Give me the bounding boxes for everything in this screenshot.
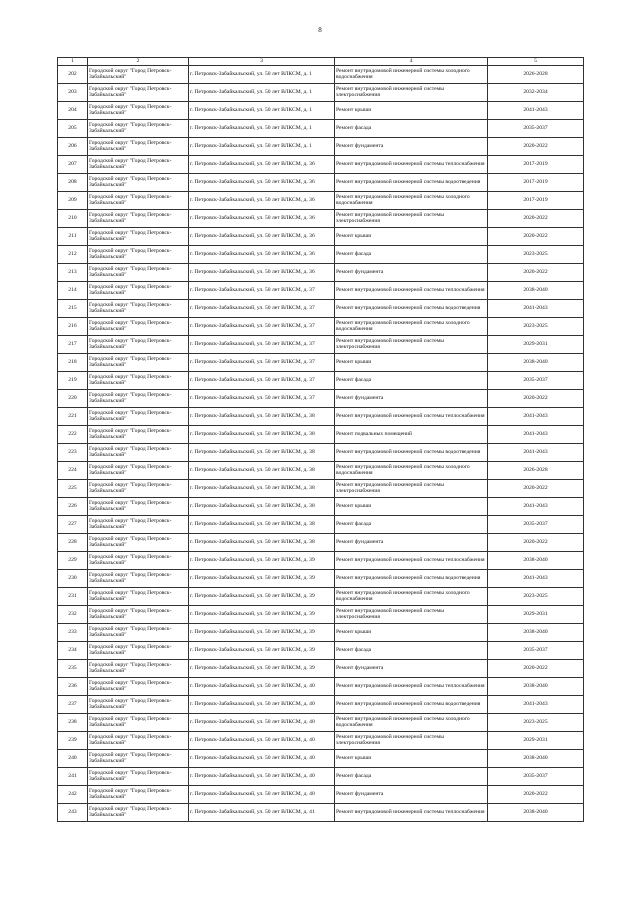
- row-number-cell: 234: [58, 641, 88, 659]
- work-type-cell: Ремонт внутридомовой инженерной системы электроснабжения: [335, 479, 488, 497]
- table-row: [58, 641, 584, 659]
- row-number-cell: 214: [58, 281, 88, 299]
- work-type-cell: Ремонт фундамента: [335, 137, 488, 155]
- work-type-cell: Ремонт внутридомовой инженерной системы водоотведения: [335, 299, 488, 317]
- row-number-cell: 205: [58, 119, 88, 137]
- address-cell: г. Петровск-Забайкальский, ул. 50 лет ВЛКСМ, д. 36: [189, 209, 335, 227]
- column-header-1: 1: [58, 58, 88, 66]
- row-number-cell: 242: [58, 785, 88, 803]
- address-cell: г. Петровск-Забайкальский, ул. 50 лет ВЛКСМ, д. 1: [189, 137, 335, 155]
- period-cell: 2023-2025: [488, 245, 584, 263]
- municipality-cell: Городской округ "Город Петровск-Забайкальский": [88, 695, 189, 713]
- row-number-cell: 228: [58, 533, 88, 551]
- table-row: [58, 677, 584, 695]
- row-number-cell: 231: [58, 587, 88, 605]
- address-cell: г. Петровск-Забайкальский, ул. 50 лет ВЛКСМ, д. 39: [189, 569, 335, 587]
- municipality-cell: Городской округ "Город Петровск-Забайкальский": [88, 335, 189, 353]
- municipality-cell: Городской округ "Город Петровск-Забайкальский": [88, 119, 189, 137]
- table-row: [58, 173, 584, 191]
- table-row: [58, 749, 584, 767]
- municipality-cell: Городской округ "Город Петровск-Забайкальский": [88, 803, 189, 821]
- table-row: [58, 101, 584, 119]
- table-row: [58, 263, 584, 281]
- row-number-cell: 216: [58, 317, 88, 335]
- municipality-cell: Городской округ "Город Петровск-Забайкальский": [88, 65, 189, 83]
- municipality-cell: Городской округ "Город Петровск-Забайкальский": [88, 533, 189, 551]
- work-type-cell: Ремонт фасада: [335, 515, 488, 533]
- table-row: [58, 425, 584, 443]
- table-row: [58, 65, 584, 83]
- address-cell: г. Петровск-Забайкальский, ул. 50 лет ВЛКСМ, д. 37: [189, 281, 335, 299]
- table-row: [58, 227, 584, 245]
- municipality-cell: Городской округ "Город Петровск-Забайкальский": [88, 101, 189, 119]
- municipality-cell: Городской округ "Город Петровск-Забайкальский": [88, 515, 189, 533]
- work-type-cell: Ремонт внутридомовой инженерной системы электроснабжения: [335, 209, 488, 227]
- row-number-cell: 224: [58, 461, 88, 479]
- period-cell: 2041-2043: [488, 101, 584, 119]
- table-row: [58, 569, 584, 587]
- work-type-cell: Ремонт внутридомовой инженерной системы теплоснабжения: [335, 407, 488, 425]
- row-number-cell: 218: [58, 353, 88, 371]
- address-cell: г. Петровск-Забайкальский, ул. 50 лет ВЛКСМ, д. 38: [189, 407, 335, 425]
- period-cell: 2020-2022: [488, 209, 584, 227]
- repair-schedule-table: [57, 57, 584, 822]
- row-number-cell: 240: [58, 749, 88, 767]
- address-cell: г. Петровск-Забайкальский, ул. 50 лет ВЛКСМ, д. 37: [189, 335, 335, 353]
- table-body: [58, 65, 584, 821]
- address-cell: г. Петровск-Забайкальский, ул. 50 лет ВЛКСМ, д. 39: [189, 641, 335, 659]
- row-number-cell: 233: [58, 623, 88, 641]
- municipality-cell: Городской округ "Город Петровск-Забайкальский": [88, 155, 189, 173]
- period-cell: 2023-2025: [488, 317, 584, 335]
- municipality-cell: Городской округ "Город Петровск-Забайкальский": [88, 569, 189, 587]
- table-row: [58, 191, 584, 209]
- work-type-cell: Ремонт внутридомовой инженерной системы холодного водоснабжения: [335, 587, 488, 605]
- work-type-cell: Ремонт внутридомовой инженерной системы водоотведения: [335, 569, 488, 587]
- work-type-cell: Ремонт фасада: [335, 371, 488, 389]
- period-cell: 2041-2043: [488, 299, 584, 317]
- table-row: [58, 443, 584, 461]
- period-cell: 2023-2025: [488, 587, 584, 605]
- address-cell: г. Петровск-Забайкальский, ул. 50 лет ВЛКСМ, д. 36: [189, 227, 335, 245]
- work-type-cell: Ремонт внутридомовой инженерной системы теплоснабжения: [335, 551, 488, 569]
- table-row: [58, 155, 584, 173]
- row-number-cell: 221: [58, 407, 88, 425]
- table-row: [58, 731, 584, 749]
- municipality-cell: Городской округ "Город Петровск-Забайкальский": [88, 281, 189, 299]
- row-number-cell: 202: [58, 65, 88, 83]
- work-type-cell: Ремонт внутридомовой инженерной системы теплоснабжения: [335, 677, 488, 695]
- row-number-cell: 227: [58, 515, 88, 533]
- row-number-cell: 211: [58, 227, 88, 245]
- row-number-cell: 239: [58, 731, 88, 749]
- period-cell: 2020-2022: [488, 227, 584, 245]
- row-number-cell: 204: [58, 101, 88, 119]
- work-type-cell: Ремонт фасада: [335, 119, 488, 137]
- table-row: [58, 407, 584, 425]
- work-type-cell: Ремонт внутридомовой инженерной системы электроснабжения: [335, 335, 488, 353]
- address-cell: г. Петровск-Забайкальский, ул. 50 лет ВЛКСМ, д. 36: [189, 191, 335, 209]
- municipality-cell: Городской округ "Город Петровск-Забайкальский": [88, 389, 189, 407]
- address-cell: г. Петровск-Забайкальский, ул. 50 лет ВЛКСМ, д. 40: [189, 785, 335, 803]
- period-cell: 2038-2040: [488, 803, 584, 821]
- address-cell: г. Петровск-Забайкальский, ул. 50 лет ВЛКСМ, д. 36: [189, 173, 335, 191]
- period-cell: 2017-2019: [488, 191, 584, 209]
- row-number-cell: 235: [58, 659, 88, 677]
- period-cell: 2017-2019: [488, 155, 584, 173]
- column-header-3: 3: [189, 58, 335, 66]
- table-row: [58, 695, 584, 713]
- table-row: [58, 785, 584, 803]
- municipality-cell: Городской округ "Город Петровск-Забайкальский": [88, 641, 189, 659]
- row-number-cell: 229: [58, 551, 88, 569]
- municipality-cell: Городской округ "Город Петровск-Забайкальский": [88, 209, 189, 227]
- period-cell: 2035-2037: [488, 515, 584, 533]
- work-type-cell: Ремонт крыши: [335, 101, 488, 119]
- address-cell: г. Петровск-Забайкальский, ул. 50 лет ВЛКСМ, д. 39: [189, 623, 335, 641]
- table-row: [58, 515, 584, 533]
- period-cell: 2020-2022: [488, 479, 584, 497]
- work-type-cell: Ремонт внутридомовой инженерной системы холодного водоснабжения: [335, 713, 488, 731]
- municipality-cell: Городской округ "Город Петровск-Забайкальский": [88, 785, 189, 803]
- work-type-cell: Ремонт фасада: [335, 641, 488, 659]
- address-cell: г. Петровск-Забайкальский, ул. 50 лет ВЛКСМ, д. 41: [189, 803, 335, 821]
- table-row: [58, 497, 584, 515]
- work-type-cell: Ремонт внутридомовой инженерной системы теплоснабжения: [335, 155, 488, 173]
- period-cell: 2035-2037: [488, 119, 584, 137]
- address-cell: г. Петровск-Забайкальский, ул. 50 лет ВЛКСМ, д. 39: [189, 587, 335, 605]
- table-row: [58, 281, 584, 299]
- municipality-cell: Городской округ "Город Петровск-Забайкальский": [88, 749, 189, 767]
- address-cell: г. Петровск-Забайкальский, ул. 50 лет ВЛКСМ, д. 38: [189, 479, 335, 497]
- row-number-cell: 241: [58, 767, 88, 785]
- municipality-cell: Городской округ "Город Петровск-Забайкальский": [88, 443, 189, 461]
- municipality-cell: Городской округ "Город Петровск-Забайкальский": [88, 587, 189, 605]
- column-header-2: 2: [88, 58, 189, 66]
- work-type-cell: Ремонт внутридомовой инженерной системы холодного водоснабжения: [335, 191, 488, 209]
- column-header-4: 4: [335, 58, 488, 66]
- table-row: [58, 551, 584, 569]
- page-number: 8: [318, 26, 322, 34]
- table-row: [58, 713, 584, 731]
- work-type-cell: Ремонт внутридомовой инженерной системы теплоснабжения: [335, 803, 488, 821]
- municipality-cell: Городской округ "Город Петровск-Забайкальский": [88, 353, 189, 371]
- work-type-cell: Ремонт крыши: [335, 623, 488, 641]
- period-cell: 2038-2040: [488, 281, 584, 299]
- work-type-cell: Ремонт крыши: [335, 497, 488, 515]
- address-cell: г. Петровск-Забайкальский, ул. 50 лет ВЛКСМ, д. 40: [189, 695, 335, 713]
- row-number-cell: 208: [58, 173, 88, 191]
- municipality-cell: Городской округ "Город Петровск-Забайкальский": [88, 767, 189, 785]
- row-number-cell: 212: [58, 245, 88, 263]
- municipality-cell: Городской округ "Город Петровск-Забайкальский": [88, 551, 189, 569]
- municipality-cell: Городской округ "Город Петровск-Забайкальский": [88, 299, 189, 317]
- period-cell: 2041-2043: [488, 695, 584, 713]
- address-cell: г. Петровск-Забайкальский, ул. 50 лет ВЛКСМ, д. 36: [189, 155, 335, 173]
- row-number-cell: 223: [58, 443, 88, 461]
- municipality-cell: Городской округ "Город Петровск-Забайкальский": [88, 407, 189, 425]
- period-cell: 2020-2022: [488, 659, 584, 677]
- period-cell: 2029-2031: [488, 731, 584, 749]
- row-number-cell: 217: [58, 335, 88, 353]
- municipality-cell: Городской округ "Город Петровск-Забайкальский": [88, 137, 189, 155]
- address-cell: г. Петровск-Забайкальский, ул. 50 лет ВЛКСМ, д. 40: [189, 731, 335, 749]
- municipality-cell: Городской округ "Город Петровск-Забайкальский": [88, 191, 189, 209]
- period-cell: 2038-2040: [488, 623, 584, 641]
- row-number-cell: 220: [58, 389, 88, 407]
- period-cell: 2029-2031: [488, 335, 584, 353]
- period-cell: 2020-2022: [488, 137, 584, 155]
- work-type-cell: Ремонт фундамента: [335, 659, 488, 677]
- address-cell: г. Петровск-Забайкальский, ул. 50 лет ВЛКСМ, д. 37: [189, 353, 335, 371]
- address-cell: г. Петровск-Забайкальский, ул. 50 лет ВЛКСМ, д. 38: [189, 443, 335, 461]
- work-type-cell: Ремонт фасада: [335, 245, 488, 263]
- row-number-cell: 206: [58, 137, 88, 155]
- row-number-cell: 232: [58, 605, 88, 623]
- municipality-cell: Городской округ "Город Петровск-Забайкальский": [88, 605, 189, 623]
- table-row: [58, 353, 584, 371]
- work-type-cell: Ремонт внутридомовой инженерной системы водоотведения: [335, 695, 488, 713]
- period-cell: 2023-2025: [488, 713, 584, 731]
- address-cell: г. Петровск-Забайкальский, ул. 50 лет ВЛКСМ, д. 1: [189, 119, 335, 137]
- address-cell: г. Петровск-Забайкальский, ул. 50 лет ВЛКСМ, д. 40: [189, 767, 335, 785]
- row-number-cell: 230: [58, 569, 88, 587]
- address-cell: г. Петровск-Забайкальский, ул. 50 лет ВЛКСМ, д. 37: [189, 299, 335, 317]
- period-cell: 2041-2043: [488, 443, 584, 461]
- address-cell: г. Петровск-Забайкальский, ул. 50 лет ВЛКСМ, д. 36: [189, 263, 335, 281]
- period-cell: 2038-2040: [488, 353, 584, 371]
- municipality-cell: Городской округ "Город Петровск-Забайкальский": [88, 623, 189, 641]
- row-number-cell: 226: [58, 497, 88, 515]
- table-row: [58, 803, 584, 821]
- work-type-cell: Ремонт фасада: [335, 767, 488, 785]
- municipality-cell: Городской округ "Город Петровск-Забайкальский": [88, 173, 189, 191]
- period-cell: 2041-2043: [488, 407, 584, 425]
- work-type-cell: Ремонт внутридомовой инженерной системы водоотведения: [335, 443, 488, 461]
- table-row: [58, 479, 584, 497]
- period-cell: 2038-2040: [488, 551, 584, 569]
- table-header: [58, 58, 584, 66]
- table-row: [58, 335, 584, 353]
- address-cell: г. Петровск-Забайкальский, ул. 50 лет ВЛКСМ, д. 39: [189, 659, 335, 677]
- table-row: [58, 461, 584, 479]
- row-number-cell: 243: [58, 803, 88, 821]
- address-cell: г. Петровск-Забайкальский, ул. 50 лет ВЛКСМ, д. 40: [189, 677, 335, 695]
- period-cell: 2029-2031: [488, 605, 584, 623]
- work-type-cell: Ремонт внутридомовой инженерной системы электроснабжения: [335, 731, 488, 749]
- row-number-cell: 225: [58, 479, 88, 497]
- period-cell: 2020-2022: [488, 389, 584, 407]
- work-type-cell: Ремонт внутридомовой инженерной системы холодного водоснабжения: [335, 317, 488, 335]
- municipality-cell: Городской округ "Город Петровск-Забайкальский": [88, 425, 189, 443]
- period-cell: 2026-2028: [488, 65, 584, 83]
- work-type-cell: Ремонт внутридомовой инженерной системы водоотведения: [335, 173, 488, 191]
- work-type-cell: Ремонт внутридомовой инженерной системы холодного водоснабжения: [335, 461, 488, 479]
- row-number-cell: 237: [58, 695, 88, 713]
- table-row: [58, 533, 584, 551]
- row-number-cell: 222: [58, 425, 88, 443]
- address-cell: г. Петровск-Забайкальский, ул. 50 лет ВЛКСМ, д. 36: [189, 245, 335, 263]
- row-number-cell: 207: [58, 155, 88, 173]
- table-row: [58, 587, 584, 605]
- municipality-cell: Городской округ "Город Петровск-Забайкальский": [88, 731, 189, 749]
- work-type-cell: Ремонт внутридомовой инженерной системы электроснабжения: [335, 83, 488, 101]
- work-type-cell: Ремонт фундамента: [335, 389, 488, 407]
- period-cell: 2035-2037: [488, 641, 584, 659]
- address-cell: г. Петровск-Забайкальский, ул. 50 лет ВЛКСМ, д. 1: [189, 65, 335, 83]
- table-row: [58, 767, 584, 785]
- table-row: [58, 209, 584, 227]
- municipality-cell: Городской округ "Город Петровск-Забайкальский": [88, 713, 189, 731]
- work-type-cell: Ремонт подвальных помещений: [335, 425, 488, 443]
- row-number-cell: 213: [58, 263, 88, 281]
- municipality-cell: Городской округ "Город Петровск-Забайкальский": [88, 317, 189, 335]
- work-type-cell: Ремонт крыши: [335, 353, 488, 371]
- address-cell: г. Петровск-Забайкальский, ул. 50 лет ВЛКСМ, д. 39: [189, 551, 335, 569]
- period-cell: 2041-2043: [488, 425, 584, 443]
- address-cell: г. Петровск-Забайкальский, ул. 50 лет ВЛКСМ, д. 38: [189, 461, 335, 479]
- row-number-cell: 210: [58, 209, 88, 227]
- work-type-cell: Ремонт фундамента: [335, 533, 488, 551]
- work-type-cell: Ремонт фундамента: [335, 785, 488, 803]
- table-row: [58, 317, 584, 335]
- municipality-cell: Городской округ "Город Петровск-Забайкальский": [88, 479, 189, 497]
- work-type-cell: Ремонт внутридомовой инженерной системы электроснабжения: [335, 605, 488, 623]
- work-type-cell: Ремонт внутридомовой инженерной системы холодного водоснабжения: [335, 65, 488, 83]
- column-header-5: 5: [488, 58, 584, 66]
- address-cell: г. Петровск-Забайкальский, ул. 50 лет ВЛКСМ, д. 37: [189, 317, 335, 335]
- address-cell: г. Петровск-Забайкальский, ул. 50 лет ВЛКСМ, д. 1: [189, 83, 335, 101]
- address-cell: г. Петровск-Забайкальский, ул. 50 лет ВЛКСМ, д. 38: [189, 515, 335, 533]
- table-row: [58, 659, 584, 677]
- municipality-cell: Городской округ "Город Петровск-Забайкальский": [88, 461, 189, 479]
- row-number-cell: 238: [58, 713, 88, 731]
- municipality-cell: Городской округ "Город Петровск-Забайкальский": [88, 659, 189, 677]
- header-row: [58, 58, 584, 66]
- period-cell: 2020-2022: [488, 785, 584, 803]
- table-row: [58, 605, 584, 623]
- row-number-cell: 215: [58, 299, 88, 317]
- work-type-cell: Ремонт крыши: [335, 227, 488, 245]
- period-cell: 2038-2040: [488, 749, 584, 767]
- period-cell: 2038-2040: [488, 677, 584, 695]
- table-row: [58, 119, 584, 137]
- table-row: [58, 83, 584, 101]
- table-row: [58, 245, 584, 263]
- municipality-cell: Городской округ "Город Петровск-Забайкальский": [88, 227, 189, 245]
- work-type-cell: Ремонт внутридомовой инженерной системы теплоснабжения: [335, 281, 488, 299]
- address-cell: г. Петровск-Забайкальский, ул. 50 лет ВЛКСМ, д. 38: [189, 533, 335, 551]
- municipality-cell: Городской округ "Город Петровск-Забайкальский": [88, 263, 189, 281]
- table-row: [58, 137, 584, 155]
- municipality-cell: Городской округ "Город Петровск-Забайкальский": [88, 371, 189, 389]
- address-cell: г. Петровск-Забайкальский, ул. 50 лет ВЛКСМ, д. 37: [189, 371, 335, 389]
- period-cell: 2020-2022: [488, 263, 584, 281]
- period-cell: 2020-2022: [488, 533, 584, 551]
- row-number-cell: 236: [58, 677, 88, 695]
- municipality-cell: Городской округ "Город Петровск-Забайкальский": [88, 245, 189, 263]
- address-cell: г. Петровск-Забайкальский, ул. 50 лет ВЛКСМ, д. 40: [189, 749, 335, 767]
- municipality-cell: Городской округ "Город Петровск-Забайкальский": [88, 83, 189, 101]
- period-cell: 2035-2037: [488, 371, 584, 389]
- address-cell: г. Петровск-Забайкальский, ул. 50 лет ВЛКСМ, д. 37: [189, 389, 335, 407]
- municipality-cell: Городской округ "Город Петровск-Забайкальский": [88, 497, 189, 515]
- address-cell: г. Петровск-Забайкальский, ул. 50 лет ВЛКСМ, д. 1: [189, 101, 335, 119]
- address-cell: г. Петровск-Забайкальский, ул. 50 лет ВЛКСМ, д. 38: [189, 497, 335, 515]
- period-cell: 2032-2034: [488, 83, 584, 101]
- table-row: [58, 299, 584, 317]
- address-cell: г. Петровск-Забайкальский, ул. 50 лет ВЛКСМ, д. 40: [189, 713, 335, 731]
- period-cell: 2041-2043: [488, 569, 584, 587]
- address-cell: г. Петровск-Забайкальский, ул. 50 лет ВЛКСМ, д. 38: [189, 425, 335, 443]
- period-cell: 2041-2043: [488, 497, 584, 515]
- period-cell: 2035-2037: [488, 767, 584, 785]
- row-number-cell: 219: [58, 371, 88, 389]
- period-cell: 2017-2019: [488, 173, 584, 191]
- period-cell: 2026-2028: [488, 461, 584, 479]
- municipality-cell: Городской округ "Город Петровск-Забайкальский": [88, 677, 189, 695]
- row-number-cell: 209: [58, 191, 88, 209]
- table-row: [58, 389, 584, 407]
- table-row: [58, 623, 584, 641]
- table-row: [58, 371, 584, 389]
- work-type-cell: Ремонт крыши: [335, 749, 488, 767]
- address-cell: г. Петровск-Забайкальский, ул. 50 лет ВЛКСМ, д. 39: [189, 605, 335, 623]
- row-number-cell: 203: [58, 83, 88, 101]
- work-type-cell: Ремонт фундамента: [335, 263, 488, 281]
